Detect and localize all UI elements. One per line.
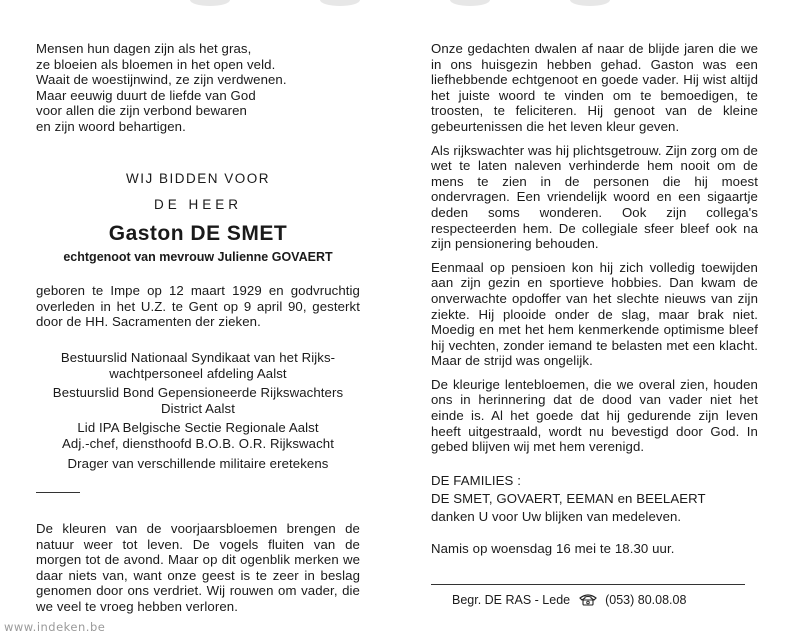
function-line: Drager van verschillende militaire eretekens	[67, 455, 329, 471]
function-line: wachtpersoneel afdeling Aalst	[109, 365, 287, 381]
function-line: Adj.-chef, diensthoofd B.O.B. O.R. Rijkswacht	[61, 435, 335, 451]
function-line: Lid IPA Belgische Sectie Regionale Aalst	[77, 420, 319, 436]
memory-text	[36, 521, 360, 615]
deceased-name: Gaston DE SMET	[108, 222, 288, 245]
burial-info: Namis op woensdag 16 mei te 18.30 uur.	[431, 541, 675, 556]
title-heading: DE HEER	[153, 197, 242, 212]
birth-death-text	[36, 283, 360, 330]
tribute-paragraph: Eenmaal op pensioen kon hij zich volledig toewijden aan zijn gezin en sportieve hobbies. Dan kwam de onverwachte opdoffer van het slechte nieuws van zijn ziekte. Hij plooide onder de slag, maar brak niet. Moedig en met het hem kenmerkende optimisme bleef hij vechten, zonder iemand te belasten met een klacht. Maar de strijd was ongelijk.	[431, 259, 758, 369]
function-line: Bestuurslid Nationaal Syndikaat van het Rijks-	[60, 350, 336, 365]
function-line: District Aalst	[161, 400, 235, 416]
printer-phone: (053) 80.08.08	[605, 593, 687, 607]
printer-name: Begr. DE RAS - Lede	[452, 593, 571, 607]
families-label: DE FAMILIES :	[431, 473, 521, 488]
telephone-icon	[578, 593, 598, 606]
function-line: Bestuurslid Bond Gepensioneerde Rijkswachters	[52, 385, 344, 401]
poem-line: Maar eeuwig duurt de liefde van God	[36, 87, 256, 103]
memory-paragraph: De kleuren van de voorjaarsbloemen brengen de natuur weer tot leven. De vogels fluiten van de morgen tot de avond. Maar op dit ogenblik merken we daar niets van, want onze geest is te zeer in beslag genomen door ons verdriet. Wij rouwen om vader, die we veel te vroeg hebben verloren.	[36, 521, 360, 614]
tribute-paragraph: De kleurige lentebloemen, die we overal zien, houden ons in herinnering dat de dood van vader niet het einde is. Al het goede dat hij gedurende zijn leven heeft uitgestraald, wordt nu bevestigd door God. In gebed blijven wij met hem verenigd.	[431, 376, 758, 455]
watermark: www.indeken.be	[4, 620, 106, 634]
families-thanks: danken U voor Uw blijken van medeleven.	[431, 509, 682, 525]
prayer-heading: WIJ BIDDEN VOOR	[125, 171, 270, 186]
poem	[36, 41, 360, 135]
tribute-text	[431, 41, 758, 463]
long-divider	[431, 584, 745, 585]
poem-line: ze bloeien als bloemen in het open veld.	[36, 56, 276, 72]
poem-line: Mensen hun dagen zijn als het gras,	[36, 41, 252, 56]
families-block	[431, 473, 761, 525]
poem-line: en zijn woord behartigen.	[36, 118, 186, 134]
printer-line	[452, 593, 752, 607]
tribute-paragraph: Als rijkswachter was hij plichtsgetrouw. Zijn zorg om de wet te laten naleven verhinderde hem nooit om de mens te zien in de personen die hij moest ondervragen. Een vriendelijk woord en een sigaartje deden soms wonderen. Ook zijn collega's respecteerden hem. De collegiale sfeer bleef ook na zijn pensionering behouden.	[431, 142, 758, 252]
tribute-paragraph: Onze gedachten dwalen af naar de blijde jaren die we in ons huisgezin hebben gehad. Gaston was een liefhebbende echtgenoot en goede vader. Hij wist altijd het juiste woord te vinden om te bemoedigen, te troosten, te feliciteren. Hij genoot van de kleine gebeurtenissen die het leven kleur geven.	[431, 41, 758, 134]
poem-line: voor allen die zijn verbond bewaren	[36, 103, 247, 119]
short-divider	[36, 492, 80, 493]
functions-list	[36, 350, 360, 471]
poem-line: Waait de woestijnwind, ze zijn verdwenen.	[36, 72, 287, 88]
top-edge-smudges	[190, 0, 610, 10]
birth-death-paragraph: geboren te Impe op 12 maart 1929 en godvruchtig overleden in het U.Z. te Gent op 9 april 90, gesterkt door de HH. Sacramenten der zieken.	[36, 283, 360, 330]
families-names: DE SMET, GOVAERT, EEMAN en BEELAERT	[431, 490, 706, 506]
spouse-line: echtgenoot van mevrouw Julienne GOVAERT	[63, 250, 333, 264]
